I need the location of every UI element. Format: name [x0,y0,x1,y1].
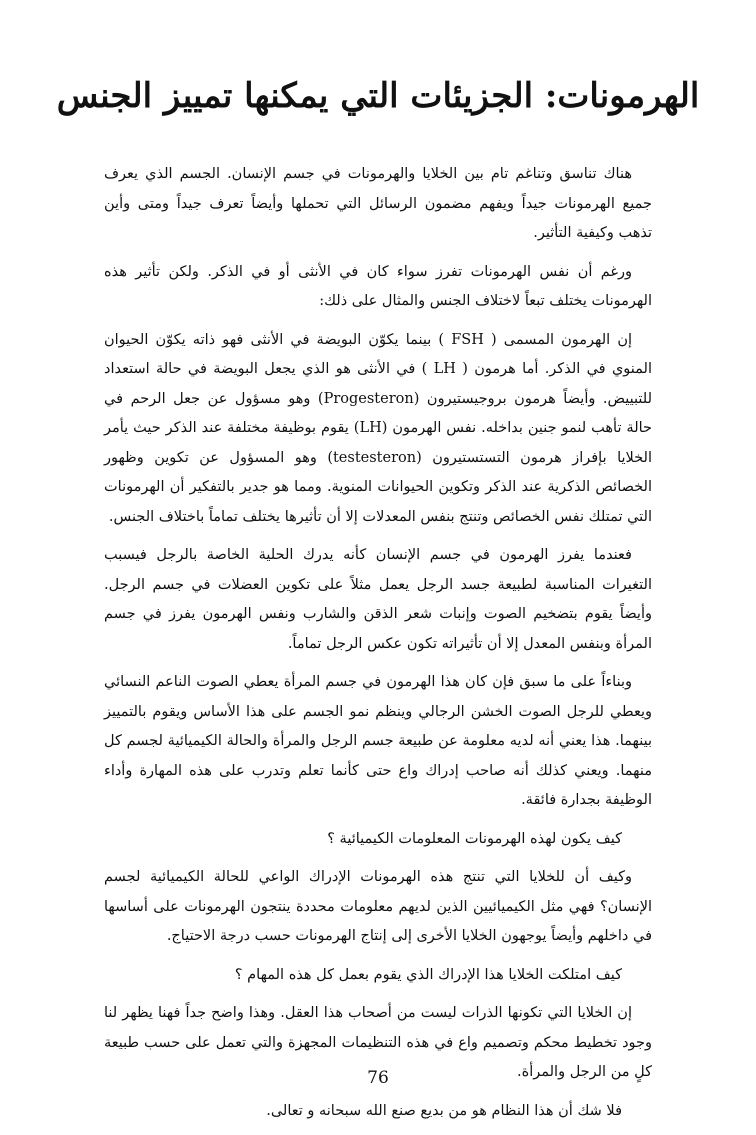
paragraph: وبناءاً على ما سبق فإن كان هذا الهرمون في جسم المرأة يعطي الصوت الناعم النسائي ويعطي للرجل الصوت الخشن الرجالي وينظم نمو الجسم على هذا الأساس ويقوم بالتمييز بينهما. هذا يعني أنه لديه معلومة عن طبيعة جسم الرجل والمرأة والحالة الكيميائية لجسم كل منهما. ويعني كذلك أنه صاحب إدراك واع حتى كأنما تعلم وتدرب على هذه المهارة وأداء الوظيفة بجدارة فائقة. [104,674,652,808]
page-number: 76 [367,1068,389,1088]
paragraph: ورغم أن نفس الهرمونات تفرز سواء كان في الأنثى أو في الذكر. ولكن تأثير هذه الهرمونات يختلف تبعاً لاختلاف الجنس والمثال على ذلك: [104,263,652,309]
question-line: كيف امتلكت الخلايا هذا الإدراك الذي يقوم بعمل كل هذه المهام ؟ [234,966,622,983]
paragraph: إن الخلايا التي تكونها الذرات ليست من أصحاب هذا العقل. وهذا واضح جداً فهنا يظهر لنا وجود تخطيط محكم وتصميم واع في هذه التنظيمات المجهزة والتي تعمل على حسب طبيعة كلٍ من الرجل والمرأة. [104,1005,652,1080]
question-line: كيف يكون لهذه الهرمونات المعلومات الكيميائية ؟ [327,830,622,847]
body-text [104,160,652,1135]
paragraph: هناك تناسق وتناغم تام بين الخلايا والهرمونات في جسم الإنسان. الجسم الذي يعرف جميع الهرمونات جيداً ويفهم مضمون الرسائل التي تحملها وأيضاً تعرف جيداً ومتى وأين تذهب وكيفية التأثير. [104,166,652,241]
paragraph: وكيف أن للخلايا التي تنتج هذه الهرمونات الإدراك الواعي للحالة الكيميائية لجسم الإنسان؟ فهي مثل الكيميائيين الذين لديهم معلومات محددة ينتجون الهرمونات على أساسها في داخلهم وأيضاً يوجهون الخلايا الأخرى إلى إنتاج الهرمونات حسب درجة الاحتياج. [104,869,652,944]
closing-line: فلا شك أن هذا النظام هو من بديع صنع الله سبحانه و تعالى. [266,1102,622,1119]
page-title: الهرمونات: الجزيئات التي يمكنها تمييز الجنس [56,76,700,116]
paragraph: إن الهرمون المسمى ( FSH ) بينما يكوّن البويضة في الأنثى فهو ذاته يكوّن الحيوان المنوي في الذكر. أما هرمون ( LH ) في الأنثى هو الذي يجعل البويضة في حالة استعداد للتبييض. وأيضاً هرمون بروجيستيرون (Progesteron) وهو مسؤول عن جعل الرحم في حالة تأهب لنمو جنين بداخله. نفس الهرمون (LH) يقوم بوظيفة مختلفة عند الذكر حيث يأمر الخلايا بإفراز هرمون التستستيرون (testesteron) وهو المسؤول عن تكوين وظهور الخصائص الذكرية عند الذكر وتكوين الحيوانات المنوية. ومما هو جدير بالتفكير أن الهرمونات التي تمتلك نفس الخصائص وتنتج بنفس المعدلات إلا أن تأثيرها يختلف تماماً باختلاف الجنس. [104,331,652,525]
paragraph: فعندما يفرز الهرمون في جسم الإنسان كأنه يدرك الحلية الخاصة بالرجل فيسبب التغيرات المناسبة لطبيعة جسد الرجل يعمل مثلاً على تكوين العضلات في جسم الرجل. وأيضاً يقوم بتضخيم الصوت وإنبات شعر الذقن والشارب ونفس الهرمون يفرز في جسم المرأة وبنفس المعدل إلا أن تأثيراته تكون عكس الرجل تماماً. [104,547,652,652]
